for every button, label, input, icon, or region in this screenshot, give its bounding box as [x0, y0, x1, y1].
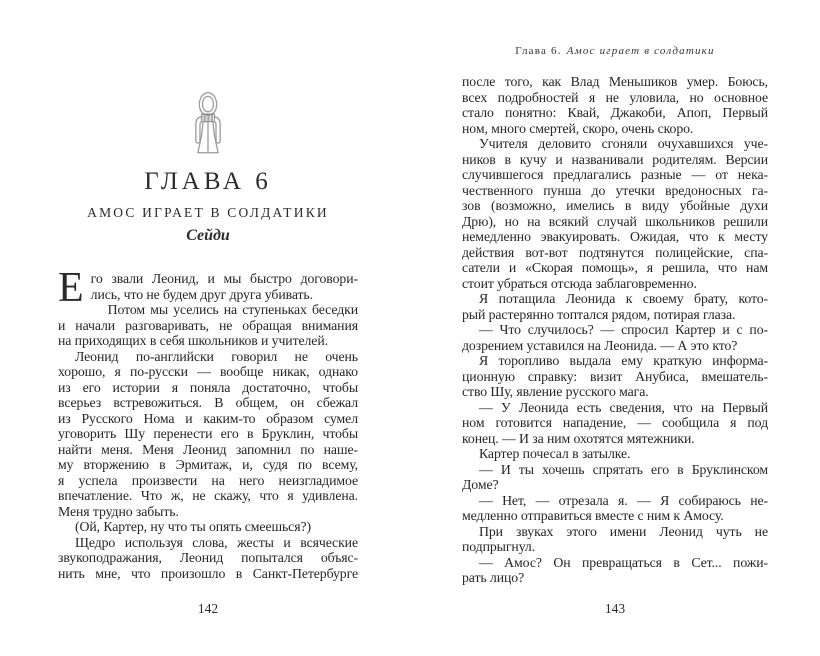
text-line: Картер почесал в затылке. — [479, 446, 631, 461]
text-line: — Что случилось? — спросил Картер и с по- — [479, 322, 768, 337]
text-line: нить мне, что произошло в Санкт-Петербурге — [58, 565, 358, 581]
narrator-name: Сейди — [186, 227, 230, 244]
text-line: я успела произвести на него неизгладимое — [58, 472, 358, 488]
paragraph — [462, 446, 768, 462]
paragraph — [58, 519, 358, 535]
text-line: найти меня. Меня Леонид запомнил по наше- — [58, 441, 358, 457]
text-line: впечатление. Что ж, не скажу, что я удивлена. — [58, 488, 358, 503]
text-line: хорошо, я по-русски — вообще никак, однако — [58, 364, 358, 379]
text-line: чественного пунша до утечки вредоносных га- — [462, 182, 768, 198]
text-line: му вторжению в Эрмитаж, и, судя по всему, — [58, 457, 358, 472]
page-left — [58, 0, 358, 656]
text-line: лись, что не будем друг друга убивать. — [90, 286, 313, 302]
text-line: Я торопливо выдала ему краткую информа- — [479, 353, 768, 368]
paragraph — [58, 302, 358, 349]
text-line: ников в кучу и названивали родителям. Версии — [462, 151, 768, 167]
text-line: Щедро используя слова, жесты и всяческие — [75, 534, 358, 550]
drop-cap: Е — [58, 265, 84, 311]
text-line: ном готовится нападение, — сообщила я под — [462, 415, 768, 430]
text-line: и начали разговаривать, не обращая внимания — [58, 317, 358, 333]
text-line: зов (возможно, имелись в виду убойные духи — [462, 198, 768, 213]
text-line: конец. — И за ним охотятся мятежники. — [462, 430, 695, 446]
text-line: всерьез встревожиться. В общем, он сбежал — [58, 395, 358, 410]
text-line: — И ты хочешь спрятать его в Бруклинском — [479, 461, 768, 477]
paragraph — [462, 136, 768, 291]
running-header-title: Амос играет в солдатики — [566, 45, 715, 57]
text-line: медленно отправиться вместе с ним к Амосу. — [462, 508, 724, 523]
text-line: — Амос? Он превращаться в Сет... пожи- — [479, 554, 768, 570]
paragraph — [462, 462, 768, 493]
paragraph — [462, 555, 768, 586]
text-line: Доме? — [462, 477, 499, 492]
page-body-left — [58, 265, 358, 581]
text-line: го звали Леонид, и мы быстро договори- — [90, 271, 358, 286]
paragraph — [462, 291, 768, 322]
page-body-right — [462, 74, 768, 586]
text-line: Потом мы уселись на ступеньках беседки — [107, 302, 358, 317]
text-line: на приходящих в себя школьников и учителей. — [58, 333, 328, 348]
text-line: ционную справку: визит Анубиса, вмешатель- — [462, 368, 768, 384]
text-line: стало понятно: Квай, Джакоби, Апоп, Первый — [462, 105, 768, 120]
text-line: из его истории я поняла достаточно, чтобы — [58, 379, 358, 395]
text-line: подпрыгнул. — [462, 539, 536, 554]
chapter-number: ГЛАВА 6 — [144, 168, 272, 195]
paragraph — [462, 353, 768, 400]
text-line: Учителя деловито сгоняли очухавшихся уче- — [479, 136, 768, 151]
paragraph — [462, 524, 768, 555]
paragraph — [462, 493, 768, 524]
text-line: немедленно эвакуировать. Ожидая, что к месту — [462, 229, 768, 244]
text-line: — Нет, — отрезала я. — Я собираюсь не- — [479, 492, 768, 508]
chapter-title: АМОС ИГРАЕТ В СОЛДАТИКИ — [87, 205, 329, 220]
text-line: Я потащила Леонида к своему брату, кото- — [479, 291, 768, 306]
page-right — [462, 0, 768, 656]
text-line: дозрением уставился на Леонида. — А это кто? — [462, 337, 738, 353]
text-line: действия вот-вот подтянутся полицейские, спа- — [462, 244, 768, 260]
text-line: всех подробностей я не уловила, но основное — [462, 89, 768, 105]
text-line: после того, как Влад Меньшиков умер. Боюсь, — [462, 74, 768, 89]
text-line: ном, много смертей, скоро, очень скоро. — [462, 120, 694, 136]
paragraph — [462, 400, 768, 447]
text-line: Леонид по-английски говорил не очень — [75, 348, 358, 364]
text-line: При звуках этого имени Леонид чуть не — [479, 523, 768, 539]
page-number-left: 142 — [197, 601, 219, 616]
text-line: ство Шу, явление русского мага. — [462, 384, 649, 399]
text-line: сатели и «Скорая помощь», я решила, что нам — [462, 260, 768, 275]
robed-figure-hieroglyph-icon — [58, 89, 358, 161]
text-line: из Русского Нома и каким-то образом сумел — [58, 410, 358, 426]
text-line: рый растерянно топтался рядом, потирая глаза. — [462, 306, 736, 322]
page-number-right: 143 — [604, 601, 626, 616]
text-line: (Ой, Картер, ну что ты опять смеешься?) — [75, 519, 311, 534]
text-line: случившегося предлагались разные — от нека- — [462, 167, 768, 182]
text-line: рать лицо? — [462, 570, 525, 585]
text-line: стоит убраться отсюда заблаговременно. — [462, 275, 697, 291]
paragraph — [462, 322, 768, 353]
paragraph — [462, 74, 768, 136]
text-line: — У Леонида есть сведения, что на Первый — [479, 399, 768, 415]
text-line: звукоподражания, Леонид попытался объяс- — [58, 550, 358, 565]
running-header — [462, 45, 768, 57]
paragraph — [58, 349, 358, 520]
text-line: уговорить Шу перенести его в Бруклин, чтобы — [58, 426, 358, 441]
text-line: Меня трудно забыть. — [58, 503, 179, 519]
text-line: Дрю), но на всякий случай школьников решили — [462, 213, 768, 229]
running-header-chapter: Глава 6. — [515, 45, 562, 57]
paragraph — [58, 535, 358, 582]
